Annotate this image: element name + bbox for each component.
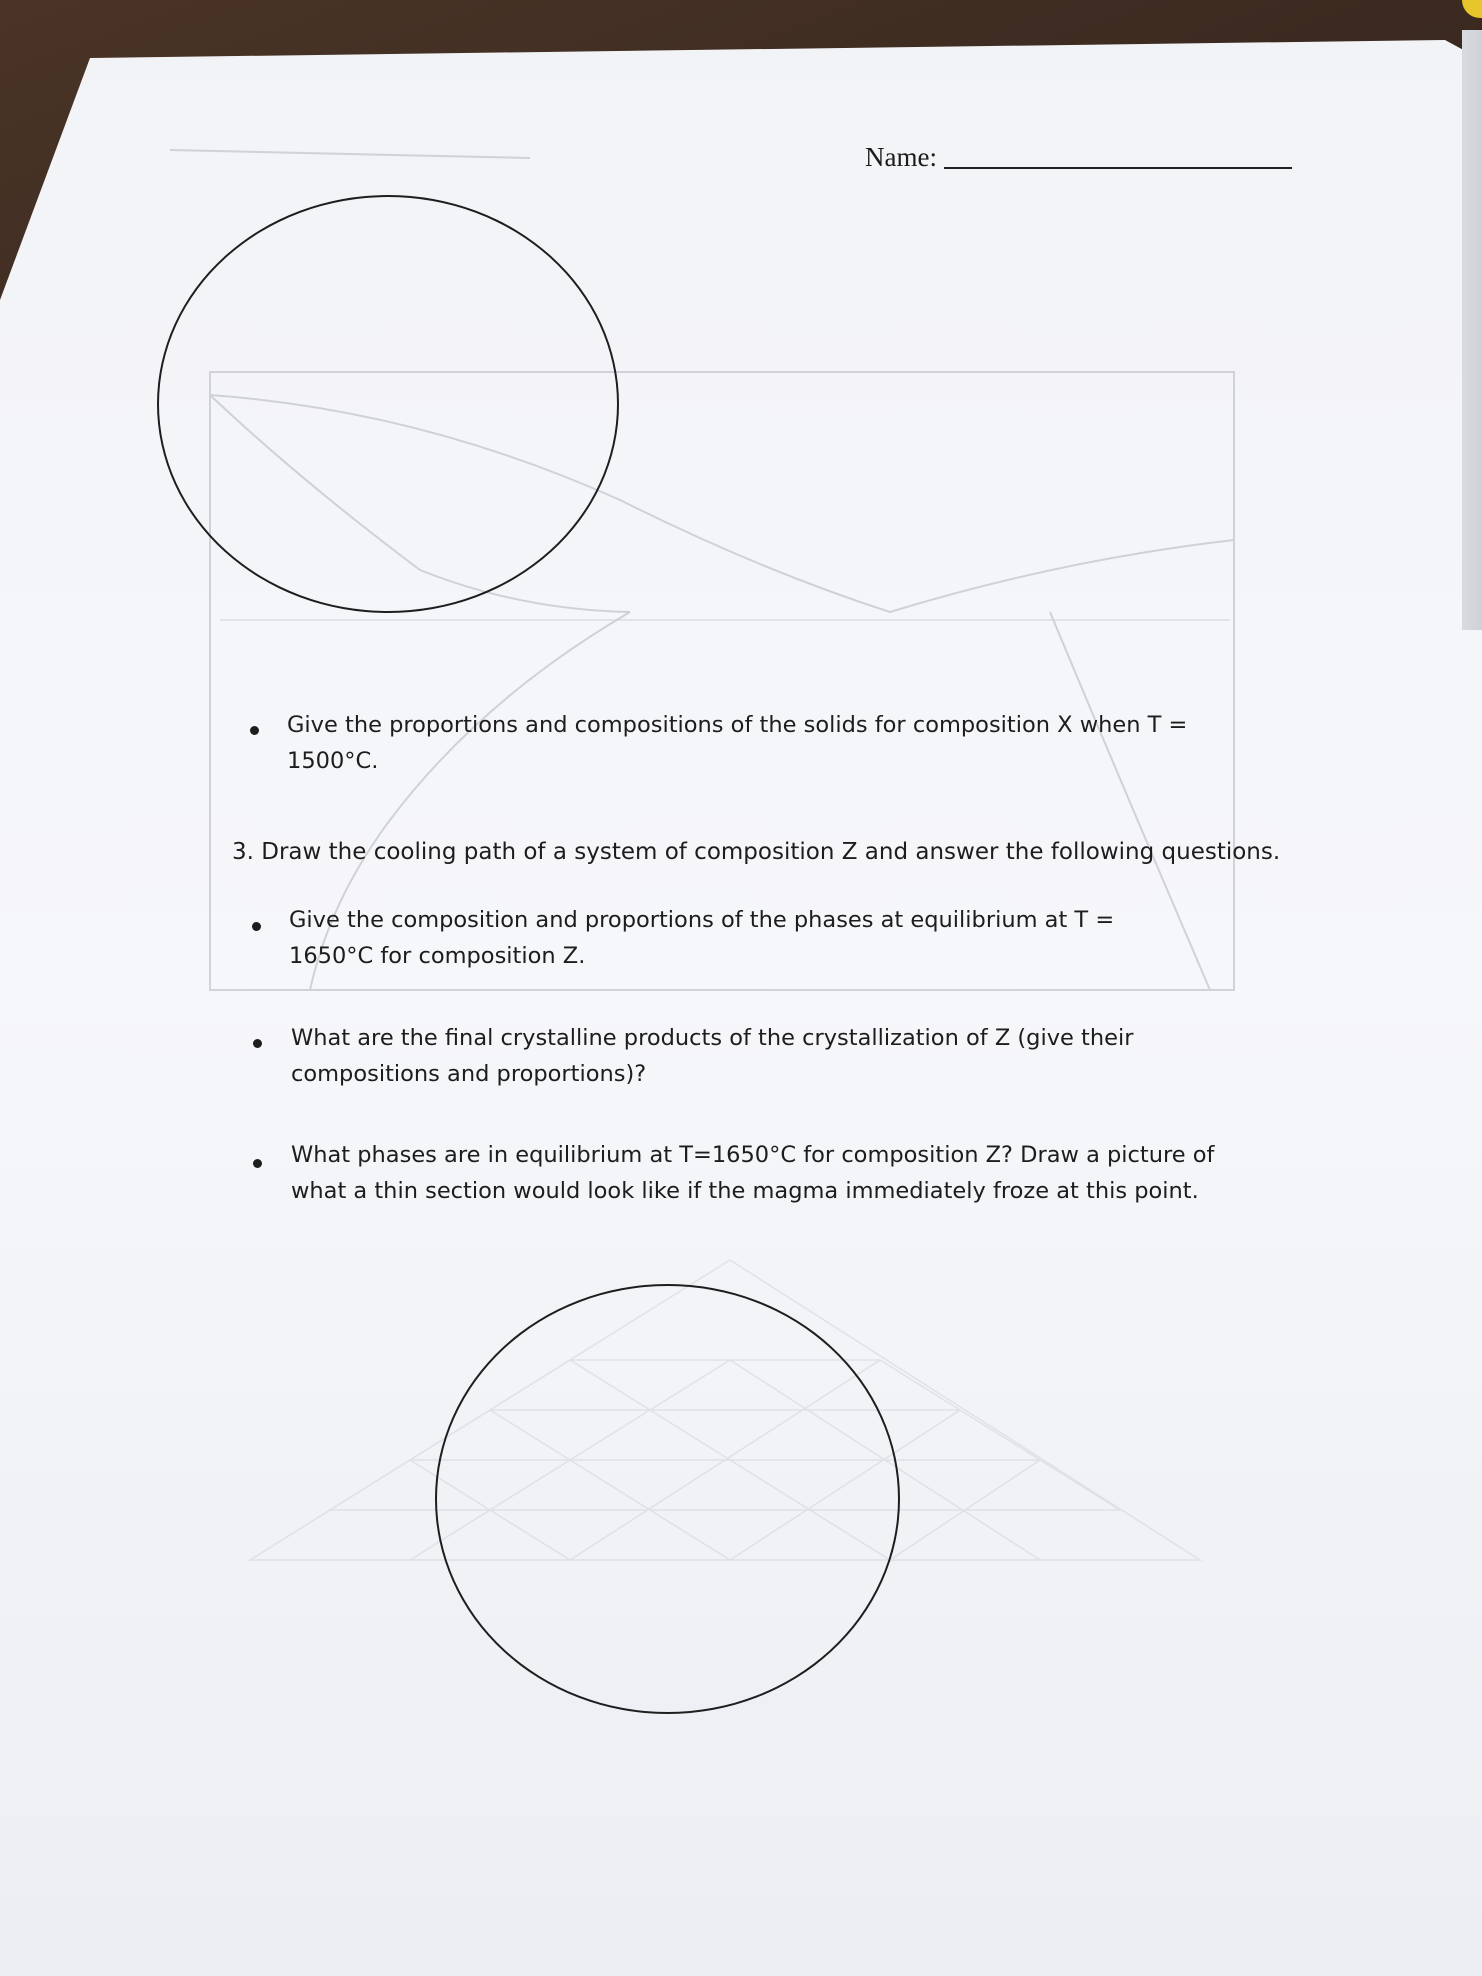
- thin-section-drawing-circle[interactable]: [435, 1284, 900, 1714]
- question-phases-thin-section: What phases are in equilibrium at T=1650°C for composition Z? Draw a picture of what a thin section would look like if the magma immediately froze at this point.: [291, 1142, 1215, 1204]
- question-3-cooling-path: 3. Draw the cooling path of a system of composition Z and answer the following questions.: [232, 839, 1281, 865]
- paper-edge: [1462, 30, 1482, 630]
- bullet-marker: [250, 726, 259, 735]
- bullet-marker: [253, 1039, 262, 1048]
- name-label: Name:: [865, 142, 937, 172]
- question-final-products: What are the final crystalline products of the crystallization of Z (give their compositions and proportions)?: [291, 1025, 1134, 1087]
- name-blank-line[interactable]: [944, 167, 1292, 169]
- bullet-marker: [252, 922, 261, 931]
- bullet-marker: [253, 1159, 262, 1168]
- question-solids-1500: Give the proportions and compositions of the solids for composition X when T = 1500°C.: [287, 712, 1188, 774]
- answer-circle-top: [157, 195, 619, 613]
- question-equilibrium-1650: Give the composition and proportions of the phases at equilibrium at T = 1650°C for composition Z.: [289, 907, 1115, 969]
